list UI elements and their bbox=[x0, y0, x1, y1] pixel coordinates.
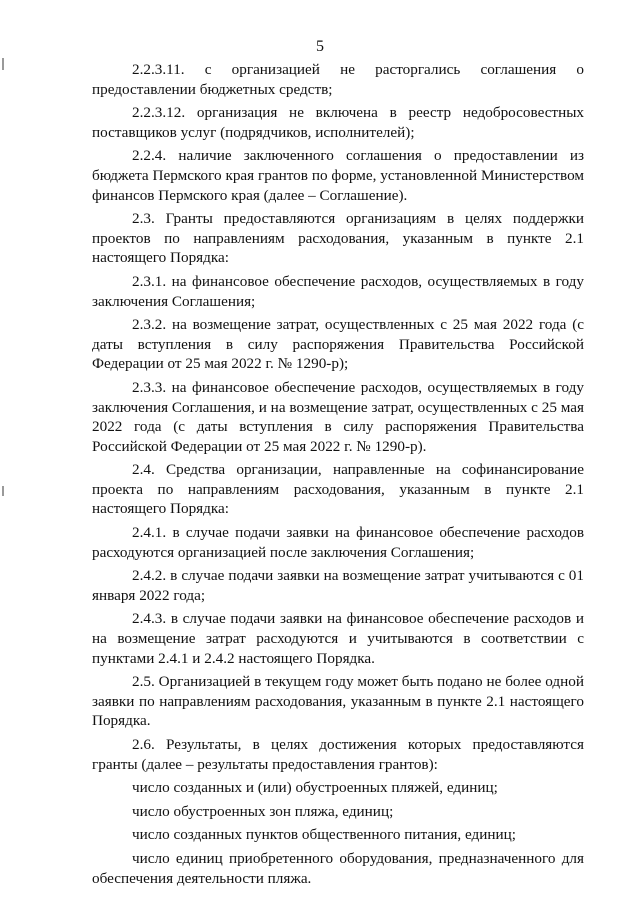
paragraph-2-4-1: 2.4.1. в случае подачи заявки на финансовое обеспечение расходов расходуются организацией после заключения Соглашения; bbox=[92, 524, 584, 561]
result-item: число единиц приобретенного оборудования, предназначенного для обеспечения деятельности пляжа. bbox=[92, 849, 584, 887]
paragraph-2-3-3: 2.3.3. на финансовое обеспечение расходов, осуществляемых в году заключения Соглашения, и на возмещение затрат, осуществленных с 25 мая 2022 года (с даты вступления в силу распоряжения Правительства Российской Федерации от 25 мая 2022 г. № 1290-р). bbox=[92, 378, 584, 455]
paragraph-2-2-3-12: 2.2.3.12. организация не включена в реестр недобросовестных поставщиков услуг (подрядчиков, исполнителей); bbox=[92, 104, 584, 141]
page-number: 5 bbox=[316, 38, 324, 55]
document-body bbox=[92, 60, 584, 892]
paragraph-2-3-2: 2.3.2. на возмещение затрат, осуществленных с 25 мая 2022 года (с даты вступления в силу распоряжения Правительства Российской Федерации от 25 мая 2022 г. № 1290-р); bbox=[92, 316, 584, 373]
paragraph-2-2-3-11: 2.2.3.11. с организацией не расторгались соглашения о предоставлении бюджетных средств; bbox=[92, 61, 584, 98]
paragraph-2-2-4: 2.2.4. наличие заключенного соглашения о предоставлении из бюджета Пермского края грантов по форме, установленной Министерством финансов Пермского края (далее – Соглашение). bbox=[92, 147, 584, 204]
paragraph-2-4-3: 2.4.3. в случае подачи заявки на финансовое обеспечение расходов и на возмещение затрат расходуются и учитываются в соответствии с пунктами 2.4.1 и 2.4.2 настоящего Порядка. bbox=[92, 610, 584, 667]
result-item: число обустроенных зон пляжа, единиц; bbox=[132, 802, 394, 820]
paragraph-2-4-2: 2.4.2. в случае подачи заявки на возмещение затрат учитываются с 01 января 2022 года; bbox=[92, 567, 584, 604]
paragraph-2-3-1: 2.3.1. на финансовое обеспечение расходов, осуществляемых в году заключения Соглашения; bbox=[92, 272, 584, 310]
scan-edge-mark-top bbox=[2, 58, 4, 70]
paragraph-2-3: 2.3. Гранты предоставляются организациям в целях поддержки проектов по направлениям расходования, указанным в пункте 2.1 настоящего Порядка: bbox=[92, 210, 584, 267]
paragraph-2-5: 2.5. Организацией в текущем году может быть подано не более одной заявки по направлениям расходования, указанным в пункте 2.1 настоящего Порядка. bbox=[92, 673, 584, 730]
paragraph-2-6: 2.6. Результаты, в целях достижения которых предоставляются гранты (далее – результаты предоставления грантов): bbox=[92, 736, 584, 773]
result-item: число созданных и (или) обустроенных пляжей, единиц; bbox=[132, 779, 498, 797]
scan-edge-mark-bottom bbox=[2, 486, 4, 496]
paragraph-2-4: 2.4. Средства организации, направленные на софинансирование проекта по направлениям расходования, указанным в пункте 2.1 настоящего Порядка: bbox=[92, 461, 584, 518]
result-item: число созданных пунктов общественного питания, единиц; bbox=[132, 826, 516, 844]
